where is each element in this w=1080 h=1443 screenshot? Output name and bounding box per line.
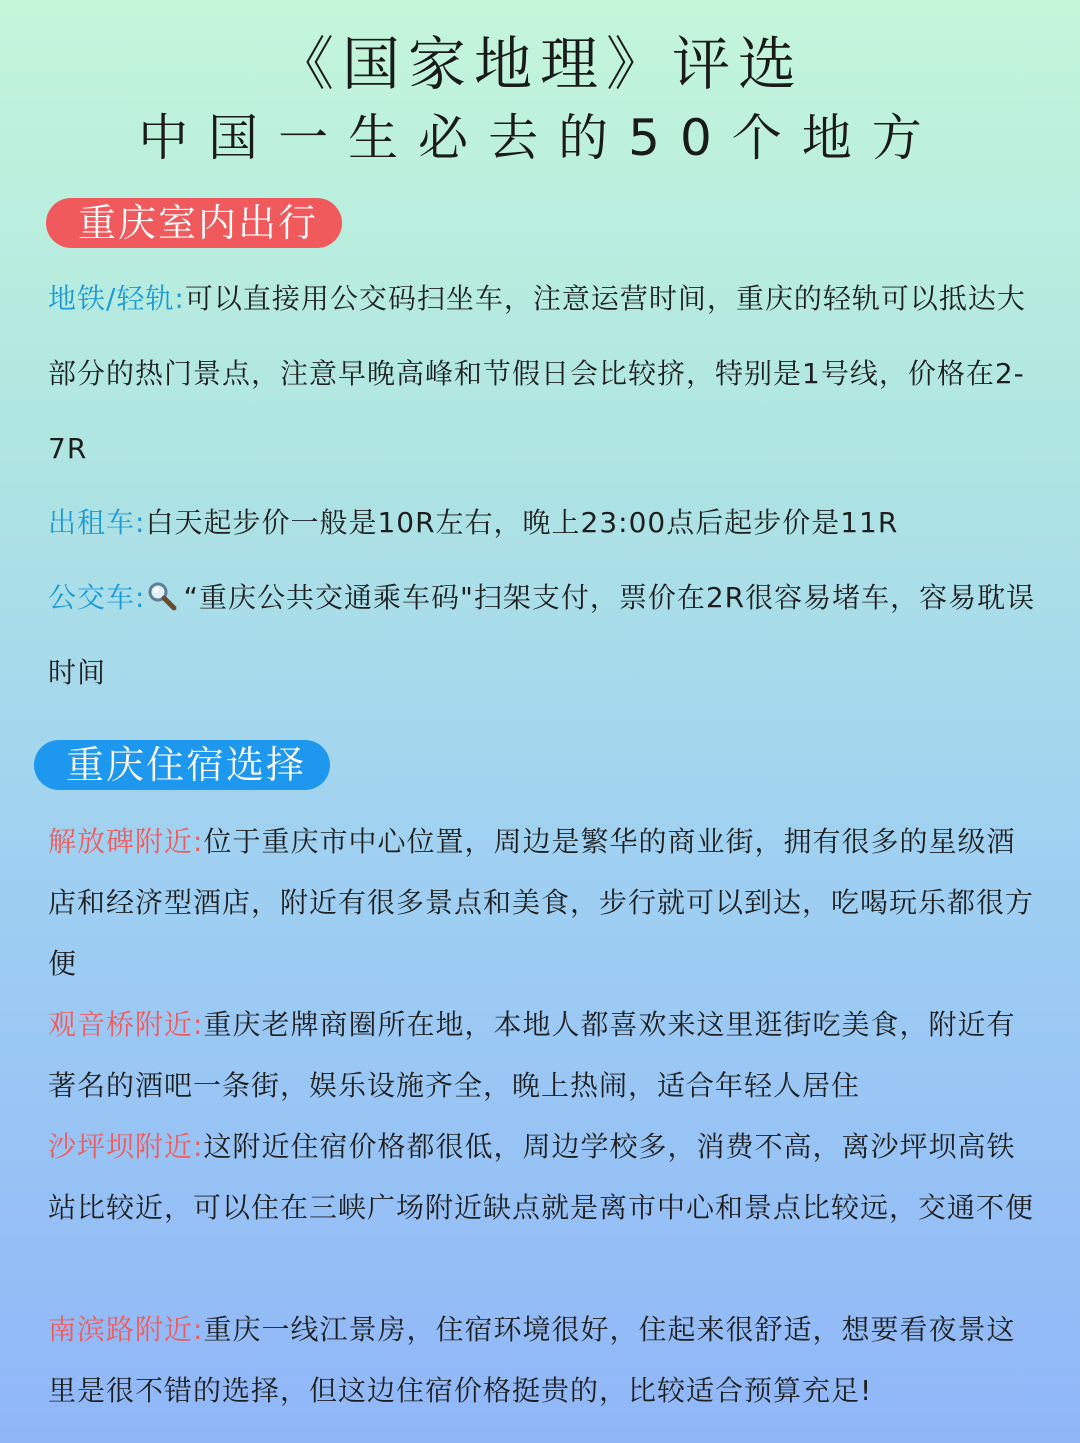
stay-text-nanbinlu: 重庆一线江景房，住宿环境很好，住起来很舒适，想要看夜景这里是很不错的选择，但这边住宿价格挺贵的，比较适合预算充足! [48, 1313, 1016, 1407]
transport-item-metro [48, 261, 1038, 486]
magnifier-icon [147, 564, 177, 594]
stay-text-guanyinqiao: 重庆老牌商圈所在地，本地人都喜欢来这里逛街吃美食，附近有著名的酒吧一条街，娱乐设施齐全，晚上热闹，适合年轻人居住 [48, 1008, 1016, 1102]
stay-text-shapingba: 这附近住宿价格都很低，周边学校多，消费不高，离沙坪坝高铁站比较近，可以住在三峡广场附近缺点就是离市中心和景点比较远，交通不便 [48, 1130, 1035, 1224]
stay-item-guanyinqiao [48, 994, 1038, 1116]
transport-text-metro: 可以直接用公交码扫坐车，注意运营时间，重庆的轻轨可以抵达大部分的热门景点，注意早晚高峰和节假日会比较挤，特别是1号线，价格在2-7R [48, 282, 1026, 465]
transport-item-taxi [48, 485, 1038, 560]
stay-label-shapingba: 沙坪坝附近: [48, 1130, 204, 1163]
stay-item-shapingba [48, 1116, 1038, 1238]
transport-label-metro: 地铁/轻轨: [48, 282, 185, 315]
transport-text-taxi: 白天起步价一般是10R左右，晚上23:00点后起步价是11R [145, 506, 899, 539]
transport-label-taxi: 出租车: [48, 506, 146, 539]
transport-text-bus: “重庆公共交通乘车码"扫架支付，票价在2R很容易堵车，容易耽误时间 [48, 581, 1036, 689]
stay-item-jiefangbei [48, 811, 1038, 994]
stay-label-nanbinlu: 南滨路附近: [48, 1313, 204, 1346]
stay-label-guanyinqiao: 观音桥附近: [48, 1008, 204, 1041]
transport-label-bus: 公交车: [48, 581, 146, 614]
transport-item-bus [48, 560, 1038, 710]
section-tag-stay: 重庆住宿选择 [34, 740, 330, 790]
stay-text-jiefangbei: 位于重庆市中心位置，周边是繁华的商业街，拥有很多的星级酒店和经济型酒店，附近有很多景点和美食，步行就可以到达，吃喝玩乐都很方便 [48, 825, 1035, 980]
page-title: 《国家地理》评选 [275, 30, 804, 98]
stay-label-jiefangbei: 解放碑附近: [48, 825, 204, 858]
stay-item-nanbinlu [48, 1299, 1038, 1421]
page-subtitle: 中国一生必去的50个地方 [138, 109, 942, 167]
section-tag-transport: 重庆室内出行 [46, 198, 342, 248]
